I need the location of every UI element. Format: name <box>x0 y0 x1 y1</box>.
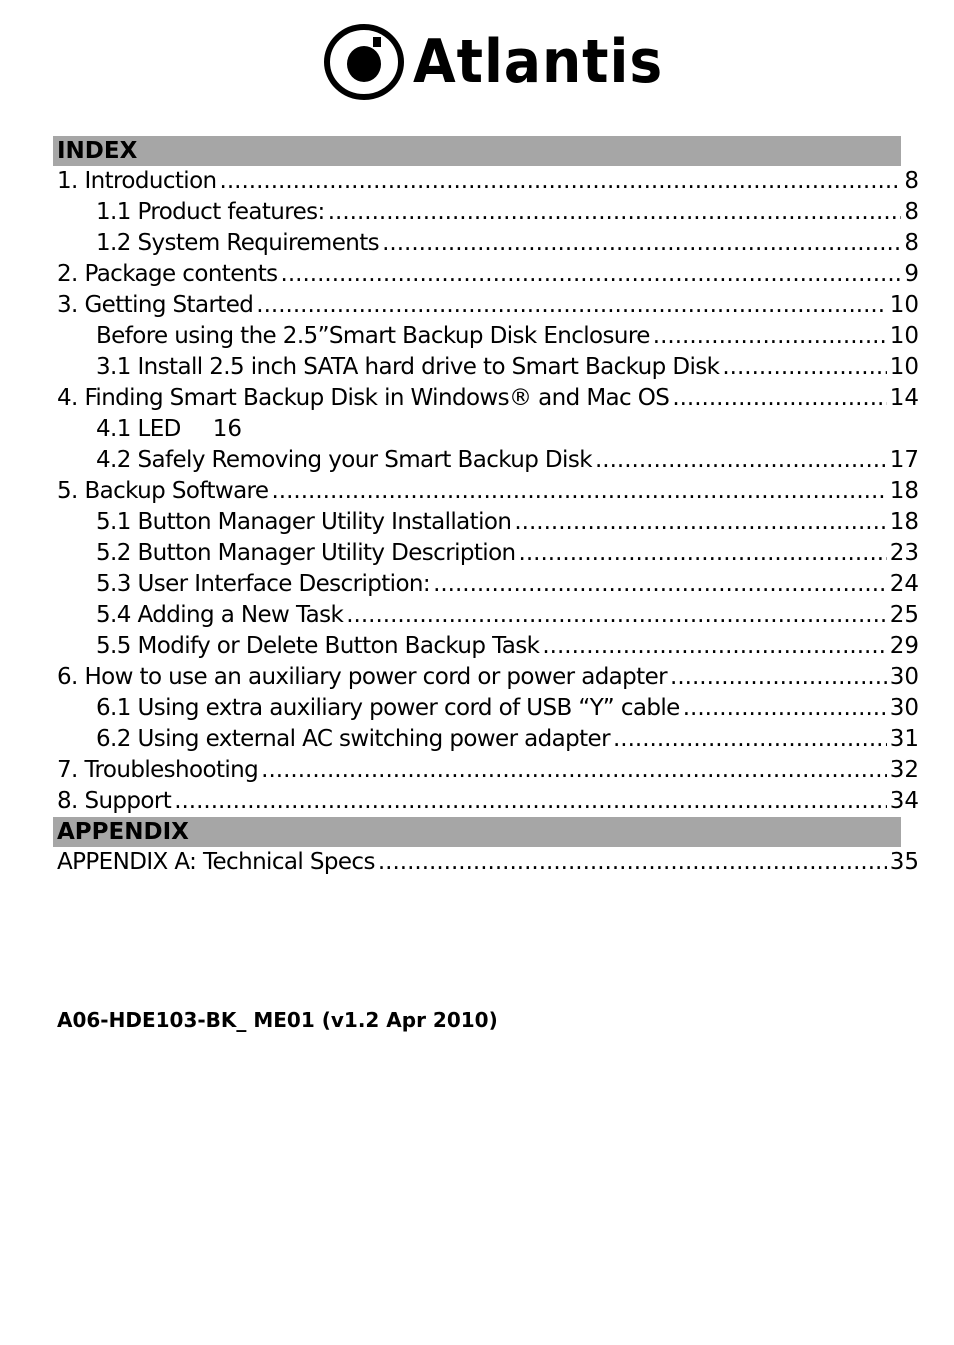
toc-entry-page-number: 29 <box>889 633 919 659</box>
toc-entry[interactable] <box>53 631 919 662</box>
toc-entry[interactable] <box>53 538 919 569</box>
toc-entry-label: 3. Getting Started <box>57 292 254 318</box>
toc-entry-page-number: 18 <box>889 478 919 504</box>
toc-entry[interactable] <box>53 321 919 352</box>
toc-entry-page-number: 31 <box>889 726 919 752</box>
toc-entry-page-number: 16 <box>212 416 243 442</box>
toc-dot-leader <box>653 321 887 352</box>
toc-entry-label: 6.1 Using extra auxiliary power cord of USB “Y” cable <box>96 695 680 721</box>
toc-dot-leader <box>722 352 886 383</box>
toc-entry-label: 4. Finding Smart Backup Disk in Windows® and Mac OS <box>57 385 670 411</box>
toc-entry[interactable] <box>53 600 919 631</box>
toc-entry-label: 5.5 Modify or Delete Button Backup Task <box>96 633 540 659</box>
toc-entry[interactable] <box>53 724 919 755</box>
toc-entry-page-number: 24 <box>889 571 919 597</box>
toc-dot-leader <box>271 476 886 507</box>
toc-dot-leader <box>328 197 902 228</box>
toc-entry-page-number: 32 <box>889 757 919 783</box>
toc-entry-label: 6.2 Using external AC switching power adapter <box>96 726 610 752</box>
toc-entry-page-number: 35 <box>889 849 919 875</box>
toc-dot-leader <box>346 600 887 631</box>
document-code: A06-HDE103-BK_ ME01 (v1.2 Apr 2010) <box>57 1008 498 1032</box>
toc-entry-page-number: 10 <box>889 292 919 318</box>
toc-dot-leader <box>382 228 901 259</box>
toc-entry-label: 1. Introduction <box>57 168 217 194</box>
toc-entry-label: 1.2 System Requirements <box>96 230 380 256</box>
toc-entry-page-number: 10 <box>889 323 919 349</box>
toc-dot-leader <box>670 662 887 693</box>
table-of-contents <box>53 136 919 878</box>
toc-entry-label: 4.1 LED <box>96 416 181 442</box>
toc-entry-page-number: 23 <box>889 540 919 566</box>
toc-entry[interactable] <box>53 662 919 693</box>
index-list <box>53 166 919 817</box>
atlantis-logo <box>323 22 664 102</box>
toc-entry-page-number: 18 <box>889 509 919 535</box>
toc-entry-page-number: 8 <box>904 168 919 194</box>
toc-entry-page-number: 30 <box>889 695 919 721</box>
toc-entry-label: 8. Support <box>57 788 172 814</box>
appendix-list <box>53 847 919 878</box>
toc-entry-page-number: 30 <box>889 664 919 690</box>
toc-entry-page-number: 8 <box>904 230 919 256</box>
toc-entry[interactable] <box>53 507 919 538</box>
toc-entry[interactable] <box>53 569 919 600</box>
toc-entry[interactable] <box>53 290 919 321</box>
toc-entry-page-number: 9 <box>904 261 919 287</box>
toc-entry[interactable] <box>53 476 919 507</box>
toc-entry[interactable] <box>53 445 919 476</box>
toc-entry-label: 3.1 Install 2.5 inch SATA hard drive to Smart Backup Disk <box>96 354 720 380</box>
toc-dot-leader <box>220 166 902 197</box>
toc-entry[interactable] <box>53 259 919 290</box>
toc-dot-leader <box>672 383 886 414</box>
toc-entry-label: 5.3 User Interface Description: <box>96 571 431 597</box>
index-heading: INDEX <box>53 136 901 166</box>
toc-entry[interactable] <box>53 693 919 724</box>
toc-entry-page-number: 8 <box>904 199 919 225</box>
toc-dot-leader <box>281 259 902 290</box>
toc-entry-page-number: 14 <box>889 385 919 411</box>
toc-entry-label: 2. Package contents <box>57 261 278 287</box>
toc-entry-label: 4.2 Safely Removing your Smart Backup Disk <box>96 447 592 473</box>
toc-entry[interactable] <box>53 786 919 817</box>
toc-dot-leader <box>433 569 887 600</box>
appendix-heading: APPENDIX <box>53 817 901 847</box>
toc-entry[interactable] <box>53 228 919 259</box>
toc-entry-label: 5.4 Adding a New Task <box>96 602 344 628</box>
toc-dot-leader <box>542 631 886 662</box>
toc-entry-label: 5.2 Button Manager Utility Description <box>96 540 516 566</box>
toc-dot-leader <box>595 445 887 476</box>
toc-entry-page-number: 17 <box>889 447 919 473</box>
toc-dot-leader <box>378 847 887 878</box>
toc-entry-label: 5.1 Button Manager Utility Installation <box>96 509 512 535</box>
toc-entry-page-number: 25 <box>889 602 919 628</box>
logo-wordmark: Atlantis <box>413 27 664 97</box>
atlantis-logo-icon <box>323 23 405 101</box>
toc-entry[interactable] <box>53 166 919 197</box>
toc-entry[interactable] <box>53 352 919 383</box>
toc-entry-label: 6. How to use an auxiliary power cord or power adapter <box>57 664 668 690</box>
toc-entry[interactable] <box>53 383 919 414</box>
toc-dot-leader <box>256 290 886 321</box>
toc-dot-leader <box>519 538 887 569</box>
toc-entry-label: Before using the 2.5”Smart Backup Disk Enclosure <box>96 323 650 349</box>
toc-dot-leader <box>514 507 886 538</box>
toc-entry[interactable] <box>53 847 919 878</box>
toc-entry-label: 7. Troubleshooting <box>57 757 259 783</box>
toc-entry-label: 1.1 Product features: <box>96 199 325 225</box>
toc-entry-label: APPENDIX A: Technical Specs <box>57 849 375 875</box>
toc-entry[interactable] <box>53 414 919 445</box>
toc-entry[interactable] <box>53 197 919 228</box>
toc-dot-leader <box>613 724 887 755</box>
toc-dot-leader <box>261 755 887 786</box>
toc-dot-leader <box>683 693 887 724</box>
toc-entry[interactable] <box>53 755 919 786</box>
toc-entry-label: 5. Backup Software <box>57 478 269 504</box>
toc-dot-leader <box>174 786 887 817</box>
toc-entry-page-number: 34 <box>889 788 919 814</box>
toc-entry-page-number: 10 <box>889 354 919 380</box>
